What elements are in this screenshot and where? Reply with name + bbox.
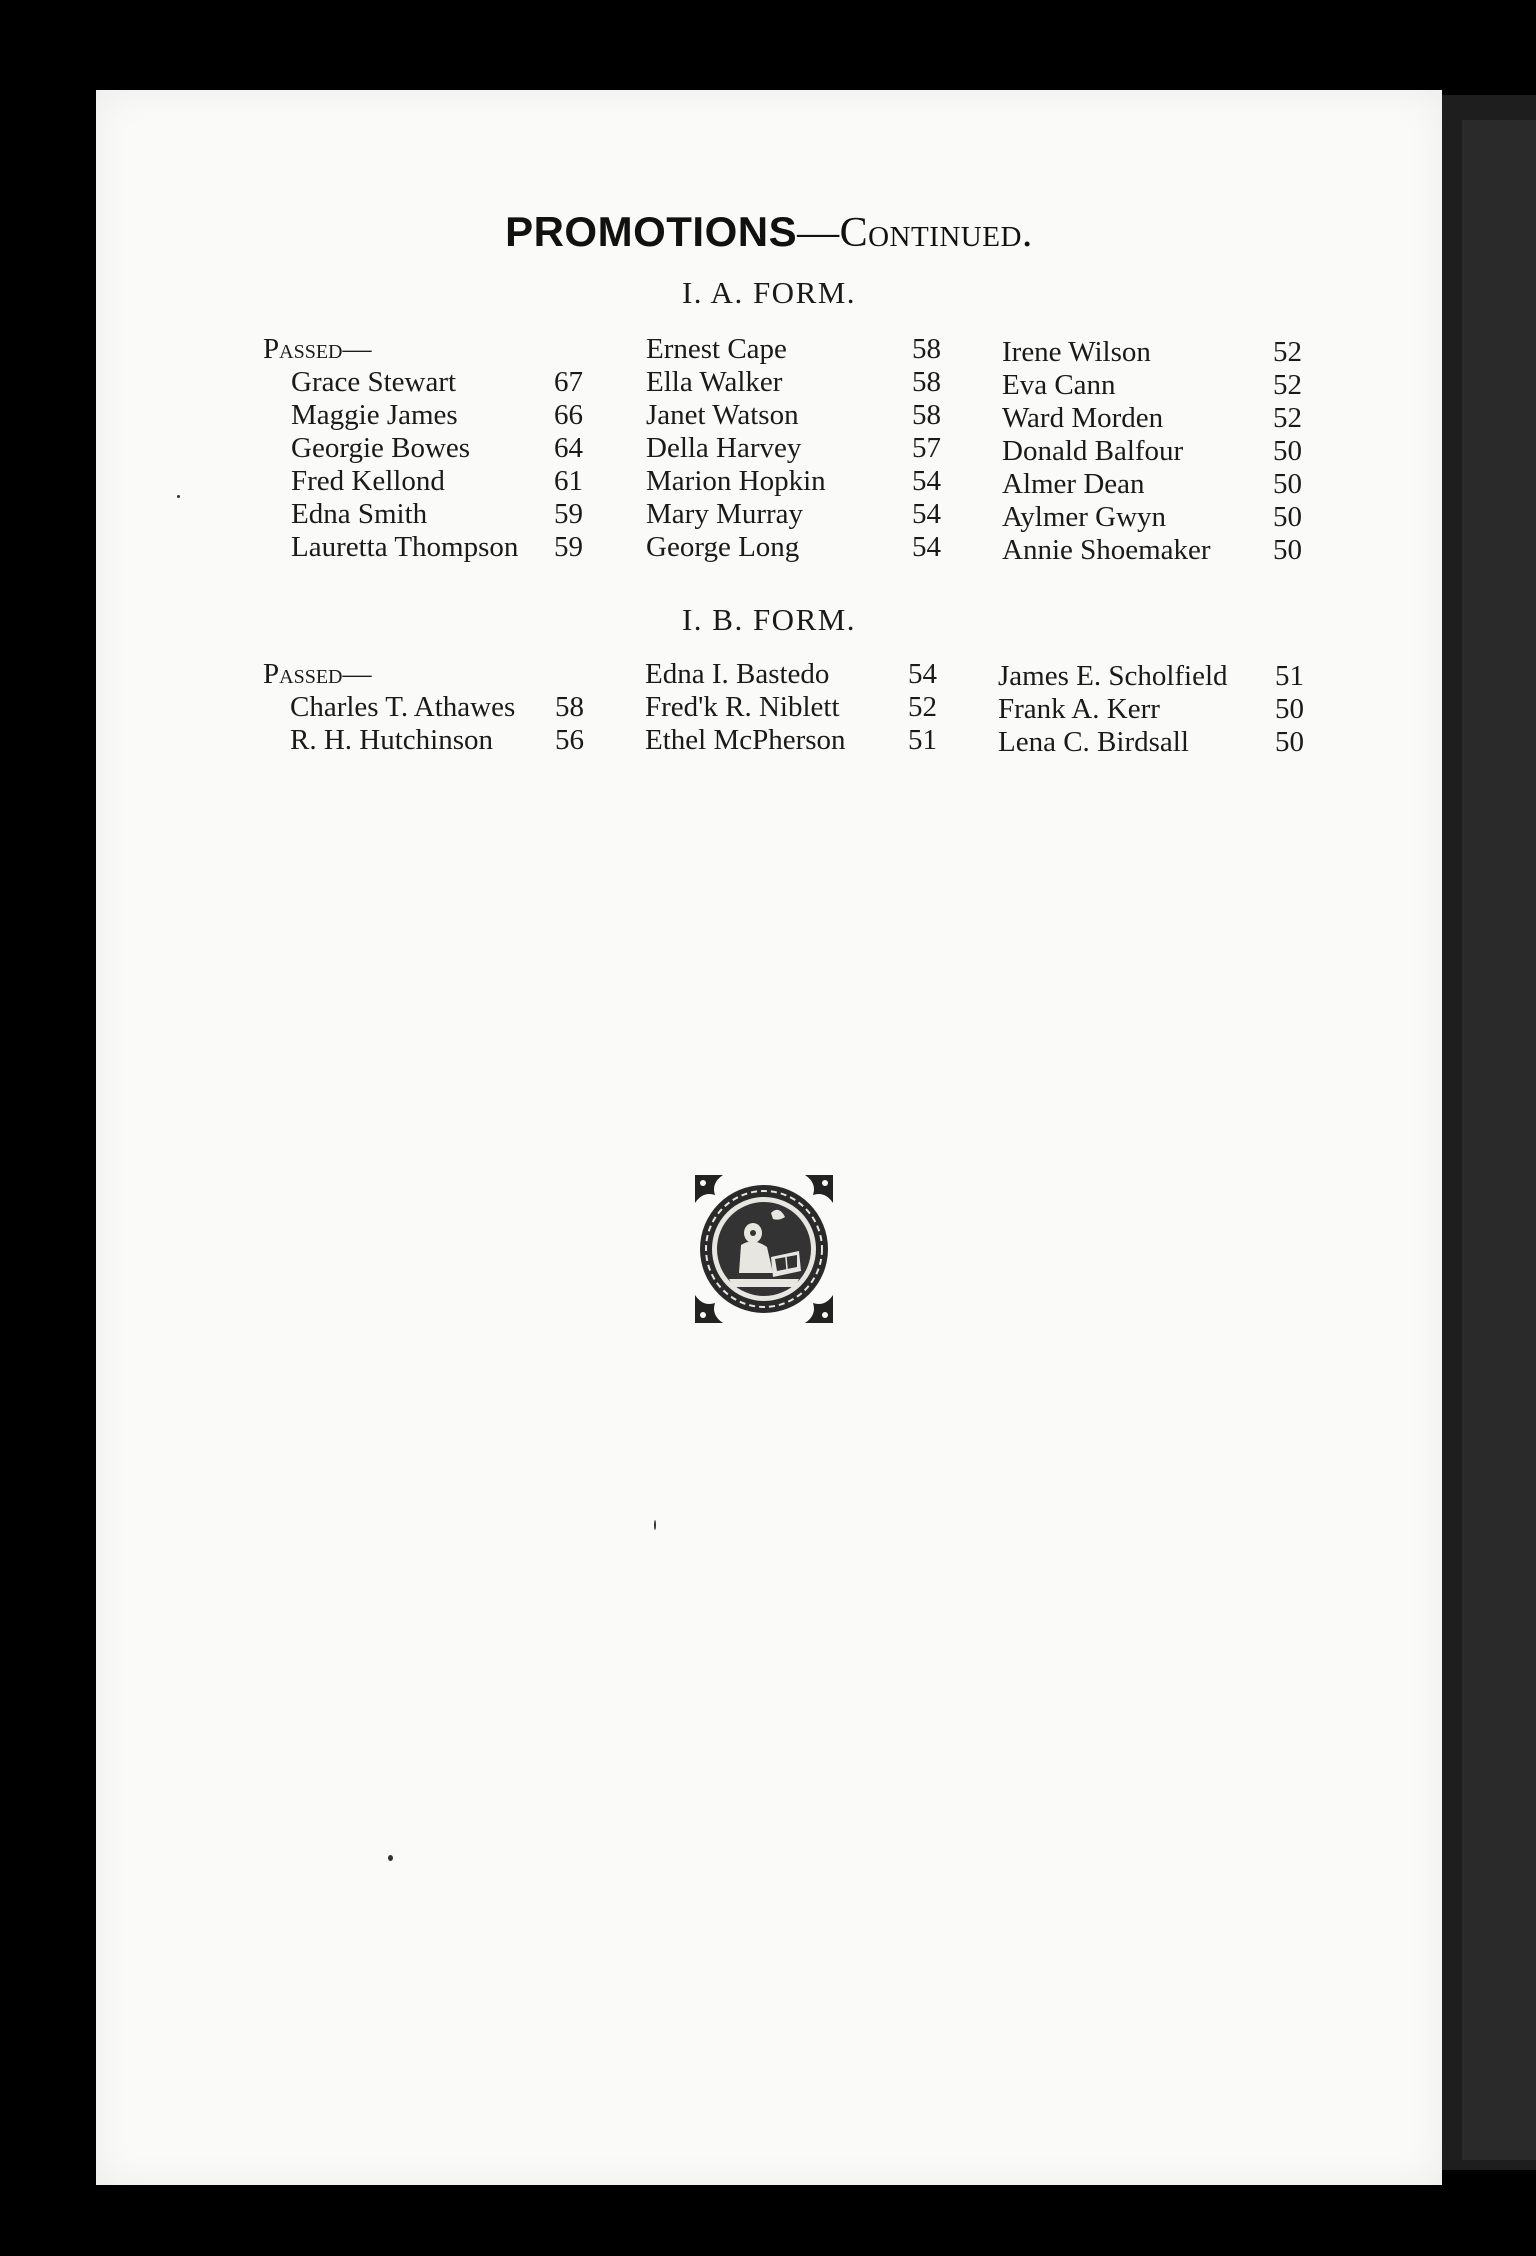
student-name: James E. Scholfield xyxy=(998,660,1228,692)
list-item xyxy=(291,366,583,399)
student-name: Maggie James xyxy=(291,399,458,431)
form-b-heading: I. B. FORM. xyxy=(681,602,857,637)
background-shadow-inner xyxy=(1462,120,1536,2160)
student-name: Ernest Cape xyxy=(646,333,787,365)
student-name: Lena C. Birdsall xyxy=(998,726,1189,758)
student-score: 50 xyxy=(1273,468,1302,500)
student-score: 59 xyxy=(554,498,583,530)
form-b-col2 xyxy=(645,658,937,757)
page-title xyxy=(96,208,1442,257)
student-score: 54 xyxy=(912,465,941,497)
student-score: 58 xyxy=(912,399,941,431)
student-score: 50 xyxy=(1275,726,1304,758)
student-score: 51 xyxy=(1275,660,1304,692)
student-score: 52 xyxy=(1273,336,1302,368)
student-score: 57 xyxy=(912,432,941,464)
list-item xyxy=(645,658,937,691)
form-a-passed-label: Passed— xyxy=(263,333,372,365)
list-item xyxy=(998,660,1304,693)
student-name: Janet Watson xyxy=(646,399,799,431)
student-score: 54 xyxy=(908,658,937,690)
scan-speck xyxy=(177,495,180,498)
student-name: Mary Murray xyxy=(646,498,804,530)
student-score: 56 xyxy=(555,724,584,756)
list-item xyxy=(1002,468,1302,501)
list-item xyxy=(291,432,583,465)
list-item xyxy=(998,726,1304,759)
student-score: 50 xyxy=(1273,435,1302,467)
list-item xyxy=(646,465,941,498)
student-name: Donald Balfour xyxy=(1002,435,1184,467)
list-item xyxy=(646,432,941,465)
document-page xyxy=(96,90,1442,2185)
list-item xyxy=(290,724,584,757)
list-item xyxy=(645,691,937,724)
student-score: 54 xyxy=(912,498,941,530)
form-b-col3 xyxy=(998,660,1304,759)
form-b-col1 xyxy=(290,691,584,757)
form-a-col1 xyxy=(291,366,583,564)
student-name: Almer Dean xyxy=(1002,468,1145,500)
student-score: 52 xyxy=(908,691,937,723)
student-score: 66 xyxy=(554,399,583,431)
student-score: 67 xyxy=(554,366,583,398)
list-item xyxy=(291,465,583,498)
list-item xyxy=(291,531,583,564)
list-item xyxy=(1002,336,1302,369)
list-item xyxy=(646,366,941,399)
student-name: Ella Walker xyxy=(646,366,783,398)
form-a-col2 xyxy=(646,333,941,564)
student-score: 54 xyxy=(912,531,941,563)
student-name: Fred'k R. Niblett xyxy=(645,691,840,723)
student-name: Frank A. Kerr xyxy=(998,693,1160,725)
student-score: 50 xyxy=(1273,534,1302,566)
student-name: Eva Cann xyxy=(1002,369,1116,401)
title-main: PROMOTIONS xyxy=(505,208,798,255)
student-score: 50 xyxy=(1275,693,1304,725)
student-score: 52 xyxy=(1273,402,1302,434)
student-name: Della Harvey xyxy=(646,432,802,464)
student-name: Georgie Bowes xyxy=(291,432,471,464)
form-b-passed-label: Passed— xyxy=(263,658,372,690)
list-item xyxy=(646,531,941,564)
list-item xyxy=(291,399,583,432)
form-a-heading: I. A. FORM. xyxy=(681,275,857,310)
student-name: Edna I. Bastedo xyxy=(645,658,830,690)
list-item xyxy=(646,399,941,432)
student-name: Grace Stewart xyxy=(291,366,457,398)
printers-ornament-icon xyxy=(693,1173,835,1330)
student-name: Edna Smith xyxy=(291,498,428,530)
form-a-col3 xyxy=(1002,336,1302,567)
list-item xyxy=(645,724,937,757)
list-item xyxy=(291,498,583,531)
student-score: 61 xyxy=(554,465,583,497)
list-item xyxy=(290,691,584,724)
scan-speck xyxy=(388,1855,393,1861)
student-name: Ward Morden xyxy=(1002,402,1164,434)
student-name: George Long xyxy=(646,531,800,563)
list-item xyxy=(1002,402,1302,435)
student-score: 50 xyxy=(1273,501,1302,533)
student-score: 58 xyxy=(555,691,584,723)
list-item xyxy=(1002,534,1302,567)
list-item xyxy=(1002,369,1302,402)
list-item xyxy=(646,333,941,366)
student-score: 59 xyxy=(554,531,583,563)
student-score: 52 xyxy=(1273,369,1302,401)
list-item xyxy=(1002,435,1302,468)
student-score: 64 xyxy=(554,432,583,464)
student-name: Marion Hopkin xyxy=(646,465,826,497)
student-score: 51 xyxy=(908,724,937,756)
student-score: 58 xyxy=(912,333,941,365)
student-name: Annie Shoemaker xyxy=(1002,534,1211,566)
student-name: Aylmer Gwyn xyxy=(1002,501,1167,533)
student-name: Charles T. Athawes xyxy=(290,691,516,723)
student-name: Ethel McPherson xyxy=(645,724,846,756)
list-item xyxy=(1002,501,1302,534)
list-item xyxy=(998,693,1304,726)
scan-speck xyxy=(654,1520,656,1530)
student-name: Lauretta Thompson xyxy=(291,531,519,563)
student-name: R. H. Hutchinson xyxy=(290,724,493,756)
list-item xyxy=(646,498,941,531)
student-name: Irene Wilson xyxy=(1002,336,1151,368)
title-continued: —Continued. xyxy=(797,210,1033,256)
student-name: Fred Kellond xyxy=(291,465,445,497)
student-score: 58 xyxy=(912,366,941,398)
